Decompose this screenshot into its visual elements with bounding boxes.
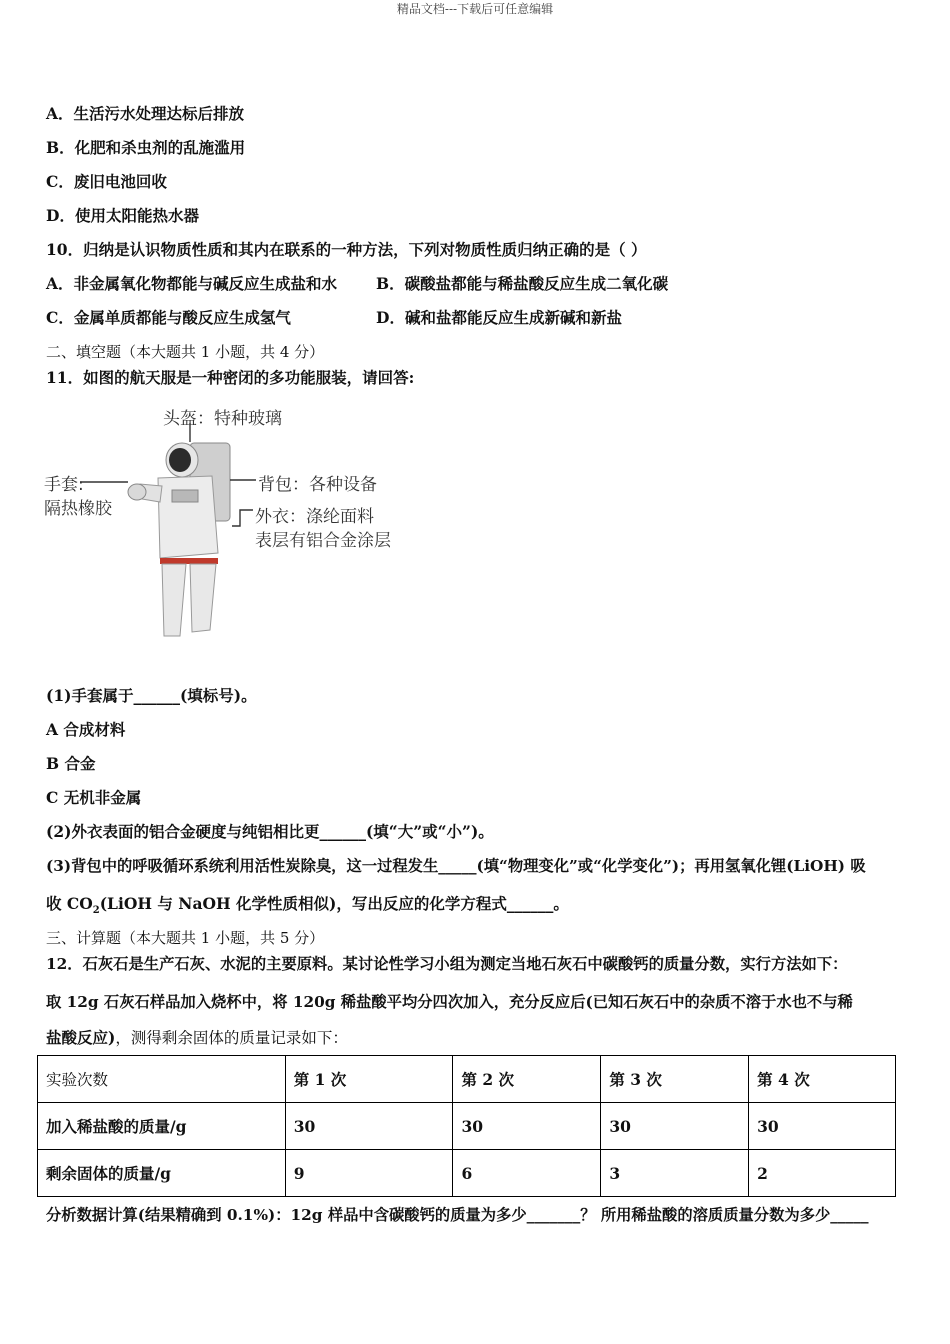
table-cell: 第 3 次: [601, 1056, 749, 1103]
q11-choice-c: C 无机非金属: [46, 788, 142, 807]
table-cell: 第 1 次: [285, 1056, 453, 1103]
table-cell: 30: [601, 1103, 749, 1150]
section-3-heading: 三、计算题（本大题共 1 小题，共 5 分）: [46, 929, 325, 947]
table-cell: 剩余固体的质量/g: [38, 1150, 286, 1197]
table-cell: 3: [601, 1150, 749, 1197]
q10-option-a: A．非金属氧化物都能与碱反应生成盐和水: [46, 274, 338, 293]
label-coat-2: 表层有铝合金涂层: [255, 531, 391, 551]
section-2-heading: 二、填空题（本大题共 1 小题，共 4 分）: [46, 343, 325, 361]
table-header-row: [38, 1056, 896, 1103]
q12-line-3-rest: ，测得剩余固体的质量记录如下：: [115, 1029, 348, 1047]
q10-stem: 10．归纳是认识物质性质和其内在联系的一种方法，下列对物质性质归纳正确的是（ ）: [46, 240, 647, 259]
q11-choice-b: B 合金: [46, 754, 96, 773]
q11-part-3-line-2: [46, 892, 569, 916]
table-cell: 9: [285, 1150, 453, 1197]
q9-option-a: A．生活污水处理达标后排放: [46, 104, 245, 123]
q12-line-3: [46, 1026, 348, 1048]
q11-part-2: (2)外衣表面的铝合金硬度与纯铝相比更______(填“大”或“小”)。: [46, 822, 494, 841]
label-coat-1: 外衣：涤纶面料: [255, 507, 374, 527]
table-row: [38, 1150, 896, 1197]
table-cell: 2: [749, 1150, 896, 1197]
q10-option-c: C．金属单质都能与酸反应生成氢气: [46, 308, 291, 327]
q12-line-3-bold: 盐酸反应): [46, 1028, 116, 1047]
q10-option-b: B．碳酸盐都能与稀盐酸反应生成二氧化碳: [376, 274, 669, 293]
q11-part-3-line-2-pre: 收 CO: [46, 894, 93, 913]
table-cell: 30: [453, 1103, 601, 1150]
table-cell: 第 4 次: [749, 1056, 896, 1103]
q10-option-d: D．碱和盐都能反应生成新碱和新盐: [376, 308, 622, 327]
q11-part-3-line-1: (3)背包中的呼吸循环系统利用活性炭除臭，这一过程发生_____(填“物理变化”或“化学变化”)；再用氢氧化锂(LiOH) 吸: [46, 857, 866, 875]
results-table: [37, 1055, 896, 1197]
label-glove-2: 隔热橡胶: [44, 499, 112, 519]
co2-subscript: 2: [92, 905, 100, 917]
page-header: 精品文档---下载后可任意编辑: [396, 2, 554, 16]
q12-line-2: 取 12g 石灰石样品加入烧杯中，将 120g 稀盐酸平均分四次加入，充分反应后(已知石灰石中的杂质不溶于水也不与稀: [46, 993, 853, 1011]
q9-option-c: C．废旧电池回收: [46, 172, 167, 191]
table-cell: 实验次数: [38, 1056, 286, 1103]
table-cell: 6: [453, 1150, 601, 1197]
q11-part-3-line-2-post: (LiOH 与 NaOH 化学性质相似)，写出反应的化学方程式______。: [99, 894, 569, 913]
label-backpack: 背包：各种设备: [258, 475, 377, 495]
label-glove-1: 手套:: [44, 475, 84, 495]
q11-part-1: (1)手套属于______(填标号)。: [46, 686, 257, 705]
table-cell: 加入稀盐酸的质量/g: [38, 1103, 286, 1150]
table-cell: 30: [285, 1103, 453, 1150]
q9-option-b: B．化肥和杀虫剂的乱施滥用: [46, 138, 246, 157]
table-cell: 30: [749, 1103, 896, 1150]
table-cell: 第 2 次: [453, 1056, 601, 1103]
label-helmet: 头盔：特种玻璃: [163, 409, 282, 429]
q11-stem: 11．如图的航天服是一种密闭的多功能服装，请回答:: [46, 368, 415, 387]
spacesuit-figure: [40, 398, 410, 648]
q9-option-d: D．使用太阳能热水器: [46, 206, 199, 225]
table-row: [38, 1103, 896, 1150]
q12-footer: 分析数据计算(结果精确到 0.1%)：12g 样品中含碳酸钙的质量为多少_______？ 所用稀盐酸的溶质质量分数为多少_____: [46, 1206, 869, 1224]
q11-choice-a: A 合成材料: [46, 720, 126, 739]
q12-line-1: 12．石灰石是生产石灰、水泥的主要原料。某讨论性学习小组为测定当地石灰石中碳酸钙的质量分数，实行方法如下：: [46, 955, 848, 973]
